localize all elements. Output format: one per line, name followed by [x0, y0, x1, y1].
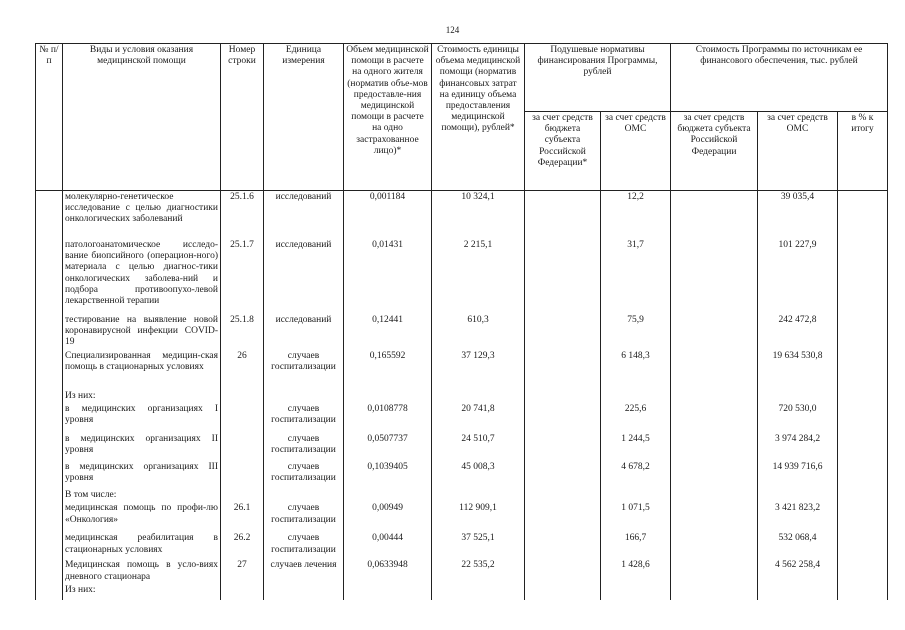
row-index: [36, 502, 63, 532]
row-volume: [344, 390, 432, 403]
data-table: [35, 191, 888, 600]
row-unit: случаев лечения: [264, 559, 344, 584]
row-unit: исследований: [264, 239, 344, 314]
header-program-budget: за счет средств бюджета субъекта Российской Федерации: [671, 112, 758, 191]
row-per-capita-budget: [525, 532, 601, 559]
row-index: [36, 191, 63, 239]
row-program-pct: [838, 390, 888, 403]
row-unit: исследований: [264, 191, 344, 239]
row-volume: 0,00444: [344, 532, 432, 559]
row-program-pct: [838, 239, 888, 314]
row-number: 25.1.7: [221, 239, 264, 314]
row-number: 26: [221, 350, 264, 390]
row-name: Специализированная медицин-ская помощь в стационарных условиях: [63, 350, 221, 390]
row-name: в медицинских организациях II уровня: [63, 433, 221, 461]
row-name: Из них:: [63, 390, 221, 403]
row-program-pct: [838, 559, 888, 584]
table-row: [36, 191, 888, 239]
row-unit: исследований: [264, 314, 344, 350]
row-volume: 0,001184: [344, 191, 432, 239]
row-cost: 22 535,2: [432, 559, 525, 584]
row-name: тестирование на выявление новой коронавирусной инфекции COVID-19: [63, 314, 221, 350]
row-index: [36, 489, 63, 502]
row-cost: 45 008,3: [432, 461, 525, 489]
row-program-oms: 39 035,4: [758, 191, 838, 239]
row-cost: 10 324,1: [432, 191, 525, 239]
row-per-capita-budget: [525, 502, 601, 532]
row-index: [36, 403, 63, 433]
row-per-capita-oms: 1 428,6: [601, 559, 671, 584]
row-program-oms: 242 472,8: [758, 314, 838, 350]
row-per-capita-budget: [525, 239, 601, 314]
row-program-budget: [671, 390, 758, 403]
row-program-budget: [671, 350, 758, 390]
row-name: Из них:: [63, 584, 221, 600]
row-program-pct: [838, 532, 888, 559]
row-cost: 24 510,7: [432, 433, 525, 461]
row-per-capita-oms: 4 678,2: [601, 461, 671, 489]
row-per-capita-oms: 166,7: [601, 532, 671, 559]
table-row: [36, 433, 888, 461]
row-per-capita-budget: [525, 461, 601, 489]
row-per-capita-oms: 6 148,3: [601, 350, 671, 390]
row-program-oms: 14 939 716,6: [758, 461, 838, 489]
row-cost: 2 215,1: [432, 239, 525, 314]
table-row: [36, 532, 888, 559]
table-row: [36, 350, 888, 390]
row-per-capita-oms: 1 071,5: [601, 502, 671, 532]
row-index: [36, 350, 63, 390]
table-row: [36, 403, 888, 433]
row-program-pct: [838, 584, 888, 600]
row-name: медицинская реабилитация в стационарных условиях: [63, 532, 221, 559]
row-cost: 37 129,3: [432, 350, 525, 390]
row-index: [36, 314, 63, 350]
row-per-capita-oms: 31,7: [601, 239, 671, 314]
row-program-oms: [758, 489, 838, 502]
header-row-num: Номер строки: [221, 44, 264, 191]
row-unit: [264, 489, 344, 502]
row-program-budget: [671, 502, 758, 532]
row-per-capita-oms: 1 244,5: [601, 433, 671, 461]
row-number: 25.1.8: [221, 314, 264, 350]
row-volume: 0,0633948: [344, 559, 432, 584]
row-volume: 0,0507737: [344, 433, 432, 461]
table-row: [36, 559, 888, 584]
row-program-oms: [758, 584, 838, 600]
table-header: [35, 43, 888, 191]
row-unit: [264, 390, 344, 403]
row-volume: [344, 584, 432, 600]
row-volume: 0,00949: [344, 502, 432, 532]
row-per-capita-budget: [525, 314, 601, 350]
table-row: [36, 489, 888, 502]
row-number: [221, 584, 264, 600]
header-type: Виды и условия оказания медицинской помощи: [63, 44, 221, 191]
row-program-budget: [671, 239, 758, 314]
row-per-capita-budget: [525, 390, 601, 403]
row-cost: [432, 489, 525, 502]
row-volume: 0,01431: [344, 239, 432, 314]
row-number: 26.1: [221, 502, 264, 532]
row-volume: 0,12441: [344, 314, 432, 350]
row-number: [221, 489, 264, 502]
row-program-pct: [838, 403, 888, 433]
row-number: 27: [221, 559, 264, 584]
row-cost: 37 525,1: [432, 532, 525, 559]
row-cost: [432, 390, 525, 403]
row-program-pct: [838, 461, 888, 489]
row-per-capita-budget: [525, 191, 601, 239]
row-per-capita-budget: [525, 433, 601, 461]
row-program-oms: 101 227,9: [758, 239, 838, 314]
row-per-capita-oms: [601, 584, 671, 600]
row-program-pct: [838, 350, 888, 390]
row-name: Медицинская помощь в усло-виях дневного стационара: [63, 559, 221, 584]
row-number: 26.2: [221, 532, 264, 559]
header-program-oms: за счет средств ОМС: [758, 112, 838, 191]
row-program-oms: 4 562 258,4: [758, 559, 838, 584]
row-name: в медицинских организациях III уровня: [63, 461, 221, 489]
row-per-capita-budget: [525, 559, 601, 584]
page-number: 124: [445, 25, 460, 35]
row-program-budget: [671, 314, 758, 350]
row-per-capita-oms: 75,9: [601, 314, 671, 350]
row-cost: 112 909,1: [432, 502, 525, 532]
row-program-budget: [671, 489, 758, 502]
row-program-budget: [671, 403, 758, 433]
row-name: молекулярно-генетическое исследование с целью диагностики онкологических заболеваний: [63, 191, 221, 239]
row-number: [221, 461, 264, 489]
row-program-oms: 3 974 284,2: [758, 433, 838, 461]
row-per-capita-budget: [525, 584, 601, 600]
row-index: [36, 532, 63, 559]
header-per-capita-oms: за счет средств ОМС: [601, 112, 671, 191]
row-index: [36, 433, 63, 461]
row-volume: 0,1039405: [344, 461, 432, 489]
row-unit: [264, 584, 344, 600]
row-per-capita-budget: [525, 489, 601, 502]
row-cost: 20 741,8: [432, 403, 525, 433]
row-program-budget: [671, 191, 758, 239]
row-program-pct: [838, 191, 888, 239]
row-program-pct: [838, 502, 888, 532]
row-volume: 0,165592: [344, 350, 432, 390]
row-program-pct: [838, 314, 888, 350]
row-number: [221, 390, 264, 403]
row-number: 25.1.6: [221, 191, 264, 239]
row-unit: случаев госпитализации: [264, 461, 344, 489]
row-volume: 0,0108778: [344, 403, 432, 433]
row-per-capita-budget: [525, 403, 601, 433]
row-program-budget: [671, 433, 758, 461]
row-unit: случаев госпитализации: [264, 403, 344, 433]
row-program-budget: [671, 532, 758, 559]
row-per-capita-budget: [525, 350, 601, 390]
row-program-oms: 19 634 530,8: [758, 350, 838, 390]
row-name: патологоанатомическое исследо-вание биопсийного (операцион-ного) материала с целью диагнос-тики онкологических заболева-ний и подбора противоопухо-левой лекарственной терапии: [63, 239, 221, 314]
row-name: в медицинских организациях I уровня: [63, 403, 221, 433]
row-index: [36, 239, 63, 314]
row-unit: случаев госпитализации: [264, 532, 344, 559]
row-program-oms: 532 068,4: [758, 532, 838, 559]
header-program-cost: Стоимость Программы по источникам ее финансового обеспечения, тыс. рублей: [671, 44, 888, 112]
row-name: медицинская помощь по профи-лю «Онкология»: [63, 502, 221, 532]
row-index: [36, 584, 63, 600]
row-index: [36, 461, 63, 489]
row-program-oms: [758, 390, 838, 403]
table-row: [36, 584, 888, 600]
row-unit: случаев госпитализации: [264, 433, 344, 461]
row-index: [36, 390, 63, 403]
row-number: [221, 403, 264, 433]
table-row: [36, 502, 888, 532]
header-program-pct: в % к итогу: [838, 112, 888, 191]
row-program-oms: 720 530,0: [758, 403, 838, 433]
row-unit: случаев госпитализации: [264, 502, 344, 532]
row-program-oms: 3 421 823,2: [758, 502, 838, 532]
row-program-budget: [671, 559, 758, 584]
header-unit: Единица измерения: [264, 44, 344, 191]
row-unit: случаев госпитализации: [264, 350, 344, 390]
table-row: [36, 314, 888, 350]
row-cost: [432, 584, 525, 600]
header-per-capita: Подушевые нормативы финансирования Программы, рублей: [525, 44, 671, 112]
header-per-capita-budget: за счет средств бюджета субъекта Российской Федерации*: [525, 112, 601, 191]
row-per-capita-oms: 225,6: [601, 403, 671, 433]
row-per-capita-oms: [601, 489, 671, 502]
table-row: [36, 239, 888, 314]
row-index: [36, 559, 63, 584]
row-cost: 610,3: [432, 314, 525, 350]
table-row: [36, 461, 888, 489]
row-number: [221, 433, 264, 461]
row-program-budget: [671, 584, 758, 600]
row-per-capita-oms: [601, 390, 671, 403]
header-num: № п/п: [36, 44, 63, 191]
row-per-capita-oms: 12,2: [601, 191, 671, 239]
row-program-pct: [838, 433, 888, 461]
header-cost: Стоимость единицы объема медицинской помощи (норматив финансовых затрат на единицу объема предоставления медицинской помощи), рублей*: [432, 44, 525, 191]
row-program-pct: [838, 489, 888, 502]
row-name: В том числе:: [63, 489, 221, 502]
row-program-budget: [671, 461, 758, 489]
table-row: [36, 390, 888, 403]
header-volume: Объем медицинской помощи в расчете на одного жителя (норматив объе-мов предоставле-ния медицинской помощи в расчете на одно застрахованное лицо)*: [344, 44, 432, 191]
row-volume: [344, 489, 432, 502]
